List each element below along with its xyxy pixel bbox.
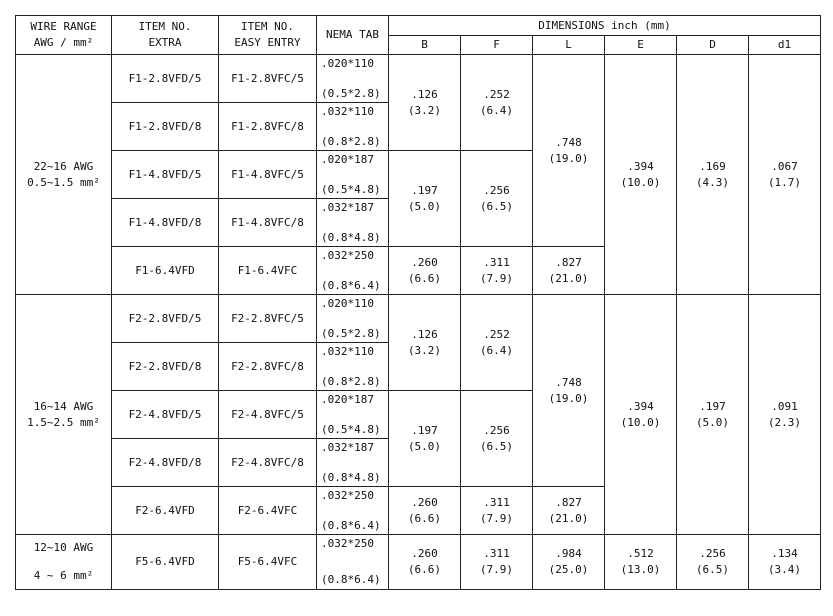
item-extra-cell: F1-2.8VFD/5 — [112, 55, 219, 103]
wire-range-cell: 16~14 AWG 1.5~2.5 mm² — [16, 295, 112, 535]
header-nema-tab: NEMA TAB — [317, 16, 389, 55]
nema-tab-cell: .032*250 (0.8*6.4) — [317, 487, 389, 535]
dim-b-cell: .126 (3.2) — [389, 55, 461, 151]
dim-b-cell: .197 (5.0) — [389, 391, 461, 487]
dim-b-cell: .197 (5.0) — [389, 151, 461, 247]
header-dim-b: B — [389, 36, 461, 55]
header-dim-l: L — [533, 36, 605, 55]
item-extra-cell: F2-2.8VFD/5 — [112, 295, 219, 343]
nema-tab-cell: .020*187 (0.5*4.8) — [317, 391, 389, 439]
nema-tab-cell: .032*187 (0.8*4.8) — [317, 439, 389, 487]
item-easy-cell: F2-2.8VFC/8 — [219, 343, 317, 391]
dim-f-cell: .311 (7.9) — [461, 247, 533, 295]
nema-tab-cell: .032*250 (0.8*6.4) — [317, 247, 389, 295]
header-item-extra: ITEM NO. EXTRA — [112, 16, 219, 55]
dim-d1-cell: .091 (2.3) — [749, 295, 821, 535]
nema-tab-cell: .032*110 (0.8*2.8) — [317, 343, 389, 391]
dim-f-cell: .311 (7.9) — [461, 487, 533, 535]
dim-b-cell: .260 (6.6) — [389, 247, 461, 295]
table-row — [16, 55, 821, 103]
item-easy-cell: F1-2.8VFC/5 — [219, 55, 317, 103]
item-easy-cell: F1-2.8VFC/8 — [219, 103, 317, 151]
dim-b-cell: .260 (6.6) — [389, 535, 461, 590]
wire-range-cell: 12~10 AWG 4 ~ 6 mm² — [16, 535, 112, 590]
header-dimensions: DIMENSIONS inch (mm) — [389, 16, 821, 36]
dim-l-cell: .984 (25.0) — [533, 535, 605, 590]
item-extra-cell: F2-6.4VFD — [112, 487, 219, 535]
dim-d1-cell: .067 (1.7) — [749, 55, 821, 295]
dim-e-cell: .512 (13.0) — [605, 535, 677, 590]
table-row — [16, 295, 821, 343]
header-wire-range: WIRE RANGE AWG / mm² — [16, 16, 112, 55]
item-easy-cell: F1-4.8VFC/5 — [219, 151, 317, 199]
dim-d-cell: .197 (5.0) — [677, 295, 749, 535]
dim-d1-cell: .134 (3.4) — [749, 535, 821, 590]
dim-l-cell: .827 (21.0) — [533, 487, 605, 535]
header-item-easy-entry: ITEM NO. EASY ENTRY — [219, 16, 317, 55]
nema-tab-cell: .032*250 (0.8*6.4) — [317, 535, 389, 590]
dim-f-cell: .252 (6.4) — [461, 295, 533, 391]
item-easy-cell: F2-4.8VFC/8 — [219, 439, 317, 487]
item-easy-cell: F1-4.8VFC/8 — [219, 199, 317, 247]
dim-l-cell: .748 (19.0) — [533, 55, 605, 247]
item-extra-cell: F1-2.8VFD/8 — [112, 103, 219, 151]
dim-f-cell: .311 (7.9) — [461, 535, 533, 590]
nema-tab-cell: .032*187 (0.8*4.8) — [317, 199, 389, 247]
dim-l-cell: .827 (21.0) — [533, 247, 605, 295]
item-extra-cell: F1-6.4VFD — [112, 247, 219, 295]
nema-tab-cell: .020*110 (0.5*2.8) — [317, 55, 389, 103]
dim-f-cell: .252 (6.4) — [461, 55, 533, 151]
item-easy-cell: F2-6.4VFC — [219, 487, 317, 535]
dim-b-cell: .260 (6.6) — [389, 487, 461, 535]
dim-e-cell: .394 (10.0) — [605, 295, 677, 535]
nema-tab-cell: .032*110 (0.8*2.8) — [317, 103, 389, 151]
item-extra-cell: F2-4.8VFD/5 — [112, 391, 219, 439]
item-extra-cell: F2-2.8VFD/8 — [112, 343, 219, 391]
item-extra-cell: F1-4.8VFD/5 — [112, 151, 219, 199]
item-easy-cell: F1-6.4VFC — [219, 247, 317, 295]
item-easy-cell: F2-2.8VFC/5 — [219, 295, 317, 343]
item-extra-cell: F5-6.4VFD — [112, 535, 219, 590]
dim-l-cell: .748 (19.0) — [533, 295, 605, 487]
dim-f-cell: .256 (6.5) — [461, 391, 533, 487]
header-dim-f: F — [461, 36, 533, 55]
dim-f-cell: .256 (6.5) — [461, 151, 533, 247]
item-extra-cell: F2-4.8VFD/8 — [112, 439, 219, 487]
dim-b-cell: .126 (3.2) — [389, 295, 461, 391]
dim-e-cell: .394 (10.0) — [605, 55, 677, 295]
terminal-spec-table — [15, 15, 821, 590]
dim-d-cell: .169 (4.3) — [677, 55, 749, 295]
nema-tab-cell: .020*187 (0.5*4.8) — [317, 151, 389, 199]
nema-tab-cell: .020*110 (0.5*2.8) — [317, 295, 389, 343]
table-row — [16, 535, 821, 590]
dim-d-cell: .256 (6.5) — [677, 535, 749, 590]
header-dim-e: E — [605, 36, 677, 55]
wire-range-cell: 22~16 AWG 0.5~1.5 mm² — [16, 55, 112, 295]
item-easy-cell: F2-4.8VFC/5 — [219, 391, 317, 439]
header-dim-d: D — [677, 36, 749, 55]
header-dim-d1: d1 — [749, 36, 821, 55]
item-easy-cell: F5-6.4VFC — [219, 535, 317, 590]
item-extra-cell: F1-4.8VFD/8 — [112, 199, 219, 247]
